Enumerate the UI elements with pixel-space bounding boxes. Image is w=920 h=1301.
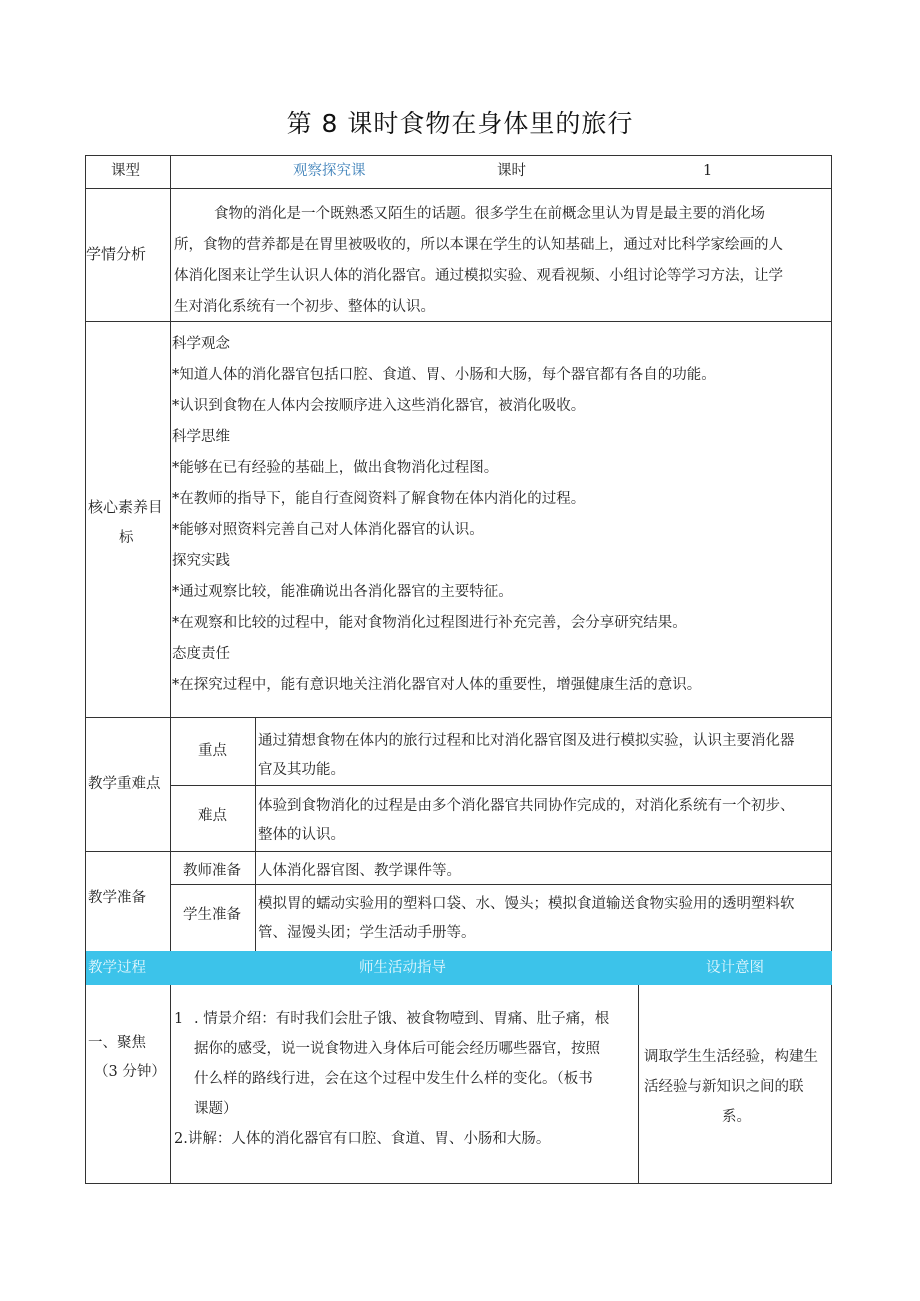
prep-label: 教学准备: [88, 890, 146, 906]
difficulty-line-2: 整体的认识。: [258, 827, 345, 843]
analysis-label: 学情分析: [86, 245, 147, 263]
page-title: 第 8 课时食物在身体里的旅行: [286, 109, 634, 138]
teacher-prep-text: 人体消化器官图、教学课件等。: [258, 863, 461, 879]
student-prep-line-2: 管、湿馒头团；学生活动手册等。: [258, 925, 476, 941]
process-header: [86, 951, 832, 985]
student-prep-line-1: 模拟胃的蠕动实验用的塑料口袋、水、馒头；模拟食道输送食物实验用的透明塑料软: [258, 896, 795, 912]
focus-label: 教学重难点: [88, 776, 161, 792]
period-value: 1: [703, 163, 713, 179]
course-type-label: 课型: [111, 163, 140, 179]
teacher-prep-label: 教师准备: [183, 863, 241, 879]
key-point-line-1: 通过猜想食物在体内的旅行过程和比对消化器官图及进行模拟实验，认识主要消化器: [258, 733, 795, 749]
process-col-activity: 师生活动指导: [359, 960, 446, 976]
student-prep-label: 学生准备: [183, 907, 241, 923]
step1-item1-number: 1: [174, 1011, 184, 1027]
step1-time: （3 分钟）: [94, 1064, 166, 1080]
goals-label-tail: 标: [119, 530, 134, 546]
step1-name: 一、聚焦: [88, 1035, 146, 1051]
difficulty-line-1: 体验到食物消化的过程是由多个消化器官共同协作完成的，对消化系统有一个初步、: [258, 798, 795, 814]
key-point-label: 重点: [198, 743, 227, 759]
step1-item2: 2.讲解：人体的消化器官有口腔、食道、胃、小肠和大肠。: [174, 1131, 551, 1147]
difficulty-label: 难点: [198, 808, 227, 824]
process-col-intent: 设计意图: [706, 960, 764, 976]
key-point-line-2: 官及其功能。: [258, 762, 345, 778]
period-label: 课时: [497, 163, 526, 179]
course-type-value: 观察探究课: [293, 163, 366, 179]
process-col-stage: 教学过程: [88, 960, 146, 976]
goals-label: 核心素养目: [88, 498, 163, 516]
